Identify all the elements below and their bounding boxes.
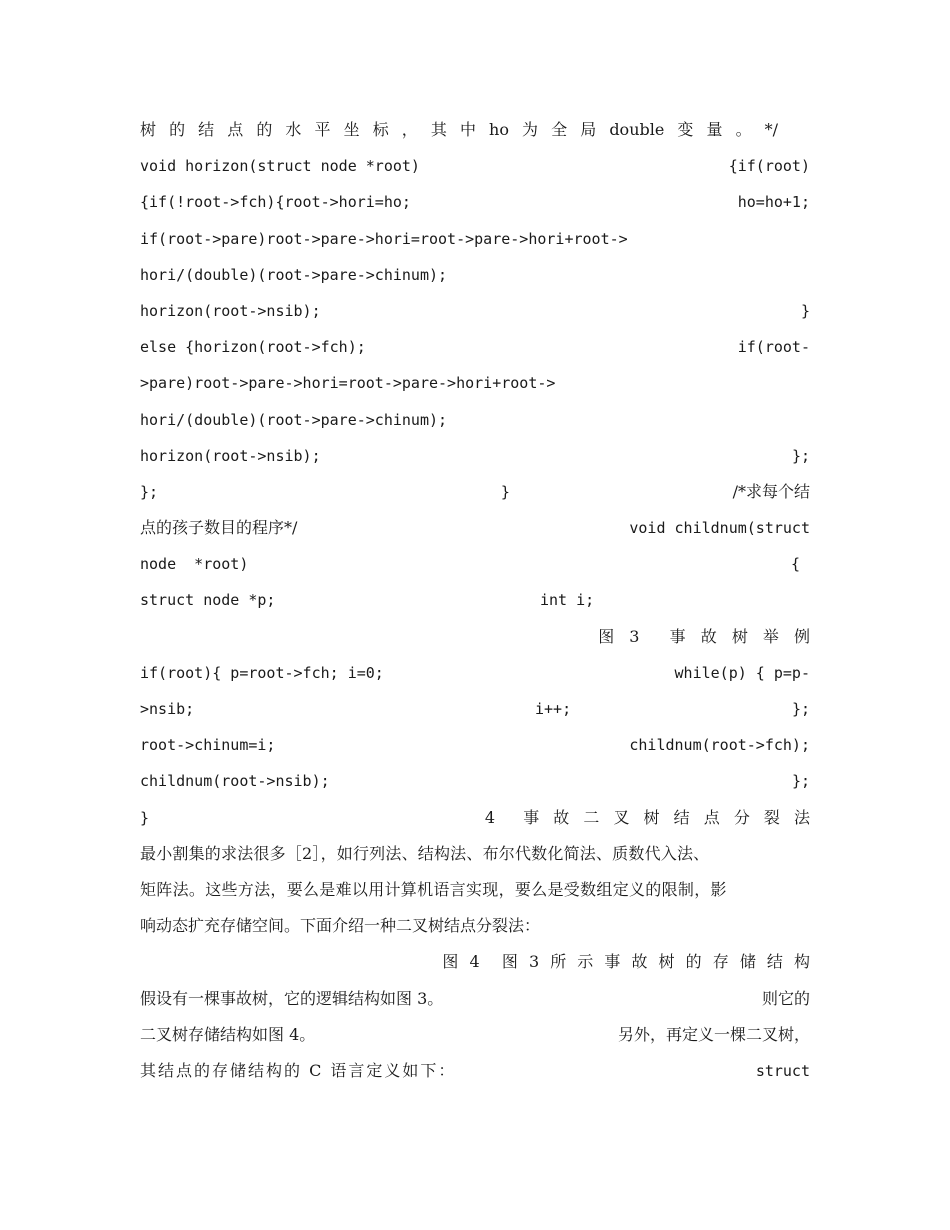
code-line <box>140 546 810 582</box>
text-segment: }; <box>791 772 810 791</box>
code-line <box>140 365 810 401</box>
text-segment: {if(!root->fch){root->hori=ho; <box>140 193 411 212</box>
text-segment: 最小割集的求法很多［2］，如行列法、结构法、布尔代数化简法、质数代入法、 <box>140 843 710 863</box>
text-segment: struct node *p; <box>140 591 276 610</box>
text-segment: while(p) { p=p- <box>674 663 810 682</box>
code-line <box>140 257 810 293</box>
text-segment: 响动态扩充存储空间。下面介绍一种二叉树结点分裂法： <box>140 916 541 936</box>
text-segment: if(root- <box>737 338 810 357</box>
text-segment: }; <box>791 446 810 465</box>
code-line <box>140 474 810 510</box>
text-segment: 图 3 事 故 树 举 例 <box>598 626 810 646</box>
text-segment: 另外，再定义一棵二叉树， <box>617 1024 810 1044</box>
text-segment: struct <box>755 1061 810 1080</box>
text-line <box>140 908 810 944</box>
text-segment: childnum(root->nsib); <box>140 772 330 791</box>
code-line <box>140 221 810 257</box>
text-segment: { <box>790 555 800 574</box>
text-segment: i++; <box>535 700 572 718</box>
text-segment: 4 事 故 二 叉 树 结 点 分 裂 法 <box>484 807 810 827</box>
text-segment: {if(root) <box>728 157 810 176</box>
code-line <box>140 582 810 618</box>
code-line <box>140 438 810 474</box>
text-line <box>140 112 810 148</box>
code-line <box>140 184 810 220</box>
text-segment: int i; <box>540 591 595 610</box>
code-line <box>140 402 810 438</box>
text-segment: 假设有一棵事故树，它的逻辑结构如图 3。 <box>140 988 444 1008</box>
text-segment: } <box>800 301 810 320</box>
text-line <box>140 981 810 1017</box>
text-segment: 二叉树存储结构如图 4。 <box>140 1024 316 1044</box>
text-segment: 树 的 结 点 的 水 平 坐 标 ， 其 中 ho 为 全 局 double 变 量 。 */ <box>140 120 779 139</box>
section-heading <box>140 800 810 836</box>
text-segment: void horizon(struct node *root) <box>140 157 420 176</box>
text-segment: } <box>140 808 150 827</box>
text-segment: ho=ho+1; <box>737 193 810 212</box>
text-line <box>140 1017 810 1053</box>
text-line <box>140 1053 810 1089</box>
text-line <box>140 836 810 872</box>
text-segment: void childnum(struct <box>629 519 810 538</box>
text-segment: 图 4 图 3 所 示 事 故 树 的 存 储 结 构 <box>442 952 810 972</box>
text-segment: } <box>500 482 510 501</box>
text-segment: 其结点的存储结构的 C 语言定义如下： <box>140 1060 457 1080</box>
code-line <box>140 763 810 799</box>
text-segment: horizon(root->nsib); <box>140 301 321 320</box>
text-segment: }; <box>140 482 159 501</box>
text-segment: if(root){ p=root->fch; i=0; <box>140 663 384 682</box>
text-segment: hori/(double)(root->pare->chinum); <box>140 410 448 429</box>
text-segment: >pare)root->pare->hori=root->pare->hori+root-> <box>140 374 556 393</box>
text-segment: >nsib; <box>140 700 195 718</box>
text-segment: 点的孩子数目的程序*/ <box>140 518 298 538</box>
text-segment: }; <box>791 700 810 718</box>
figure-caption <box>140 944 810 980</box>
code-line <box>140 329 810 365</box>
code-line <box>140 691 810 727</box>
code-line <box>140 293 810 329</box>
text-line <box>140 872 810 908</box>
text-segment: childnum(root->fch); <box>629 736 810 755</box>
code-line <box>140 148 810 184</box>
code-line <box>140 655 810 691</box>
text-segment: 矩阵法。这些方法，要么是难以用计算机语言实现，要么是受数组定义的限制，影 <box>140 879 727 899</box>
code-line <box>140 727 810 763</box>
text-segment: 则它的 <box>761 988 810 1008</box>
text-segment: horizon(root->nsib); <box>140 446 321 465</box>
document-body <box>140 112 810 1089</box>
text-segment: /*求每个结 <box>732 481 810 501</box>
text-segment: node *root) <box>140 555 249 574</box>
text-line <box>140 510 810 546</box>
text-segment: else {horizon(root->fch); <box>140 338 366 357</box>
text-segment: if(root->pare)root->pare->hori=root->pare->hori+root-> <box>140 229 628 248</box>
text-segment: hori/(double)(root->pare->chinum); <box>140 265 448 284</box>
figure-caption <box>140 619 810 655</box>
text-segment: root->chinum=i; <box>140 736 276 755</box>
